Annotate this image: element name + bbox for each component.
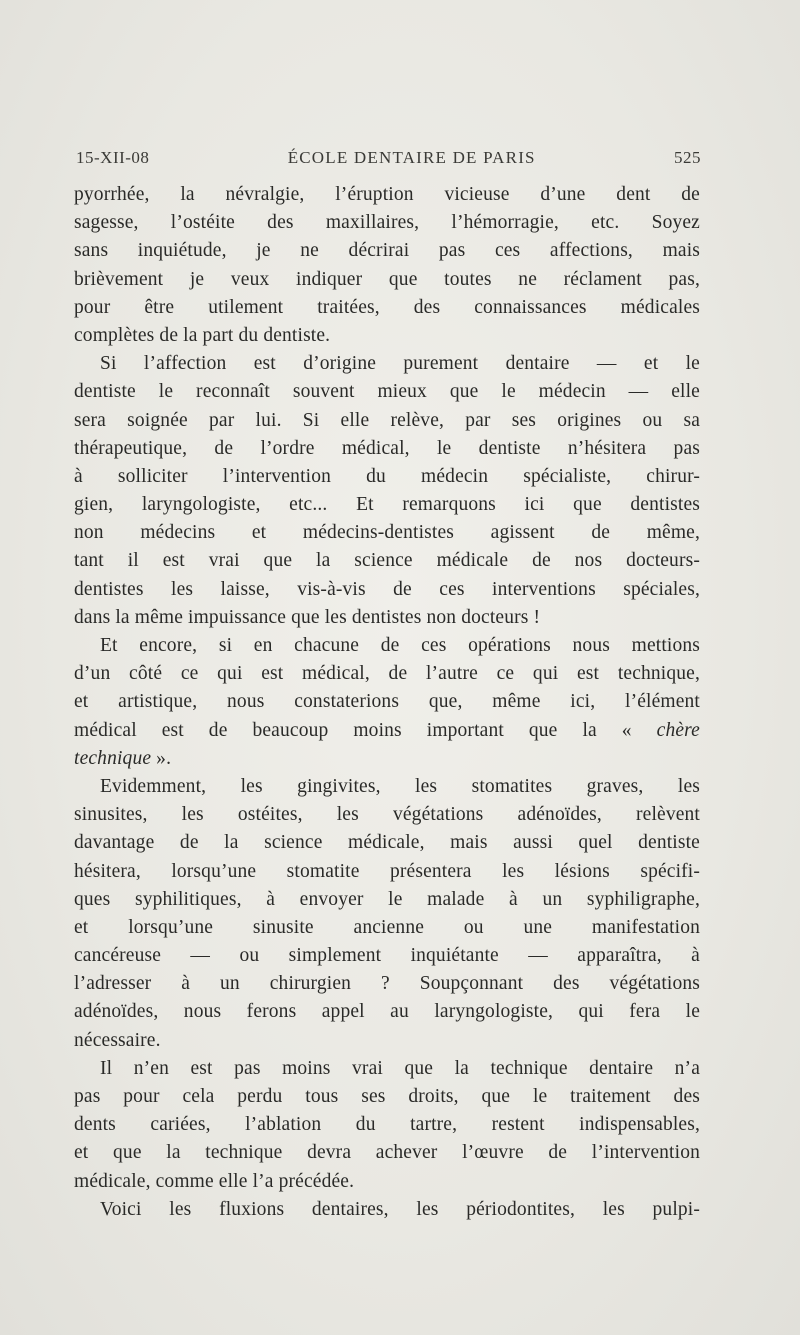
text-line: adénoïdes, nous ferons appel au laryngologiste, qui fera le (74, 1001, 700, 1023)
text-line: gien, laryngologiste, etc... Et remarquons ici que dentistes (74, 494, 700, 516)
text-line: l’adresser à un chirurgien ? Soupçonnant des végétations (74, 973, 700, 995)
text-line: cancéreuse — ou simplement inquiétante — apparaîtra, à (74, 945, 700, 967)
text-line: brièvement je veux indiquer que toutes ne réclament pas, (74, 268, 700, 290)
text-line: thérapeutique, de l’ordre médical, le dentiste n’hésitera pas (74, 437, 700, 459)
text-line: pas pour cela perdu tous ses droits, que le traitement des (74, 1086, 700, 1107)
body-text (74, 181, 700, 1224)
text-line: complètes de la part du dentiste. (74, 324, 331, 346)
text-line: Voici les fluxions dentaires, les périodontites, les pulpi- (100, 1198, 700, 1220)
text-line: hésitera, lorsqu’une stomatite présentera les lésions spécifi- (74, 860, 700, 882)
text-line: pyorrhée, la névralgie, l’éruption vicieuse d’une dent de (74, 184, 700, 205)
text-line: non médecins et médecins-dentistes agissent de même, (74, 522, 700, 544)
text-line: Il n’en est pas moins vrai que la technique dentaire n’a (100, 1057, 700, 1079)
text-line: Et encore, si en chacune de ces opérations nous mettions (100, 635, 700, 656)
text-line: et lorsqu’une sinusite ancienne ou une manifestation (74, 916, 700, 938)
italic-text: chère (656, 719, 700, 741)
text-line: Si l’affection est d’origine purement dentaire — et le (100, 353, 700, 375)
text-line: nécessaire. (74, 1029, 161, 1051)
text-run: ». (151, 747, 172, 769)
text-line: sinusites, les ostéites, les végétations adénoïdes, relèvent (74, 804, 700, 826)
text-line: sagesse, l’ostéite des maxillaires, l’hémorragie, etc. Soyez (74, 212, 700, 234)
text-line (74, 717, 700, 745)
text-line: ques syphilitiques, à envoyer le malade à un syphiligraphe, (74, 888, 700, 910)
text-line (74, 745, 700, 773)
text-line: tant il est vrai que la science médicale de nos docteurs- (74, 550, 700, 572)
text-line: et que la technique devra achever l’œuvre de l’intervention (74, 1142, 700, 1164)
page-number: 525 (673, 148, 701, 167)
text-line: dans la même impuissance que les dentistes non docteurs ! (74, 606, 541, 628)
text-line: davantage de la science médicale, mais aussi quel dentiste (74, 832, 700, 854)
italic-text: technique (74, 747, 152, 769)
text-line: Evidemment, les gingivites, les stomatites graves, les (100, 775, 700, 797)
text-line: dentistes les laisse, vis-à-vis de ces interventions spéciales, (74, 578, 700, 600)
text-line: sans inquiétude, je ne décrirai pas ces affections, mais (74, 240, 700, 262)
text-line: médicale, comme elle l’a précédée. (74, 1170, 355, 1192)
header-title: ÉCOLE DENTAIRE DE PARIS (287, 148, 536, 167)
text-line: pour être utilement traitées, des connaissances médicales (74, 296, 700, 318)
running-head (76, 148, 701, 168)
text-run: médical est de beaucoup moins important que la « (74, 719, 657, 741)
text-line: d’un côté ce qui est médical, de l’autre ce qui est technique, (74, 663, 700, 685)
text-line: et artistique, nous constaterions que, même ici, l’élément (74, 691, 700, 713)
text-line: dentiste le reconnaît souvent mieux que le médecin — elle (74, 381, 700, 403)
text-line: dents cariées, l’ablation du tartre, restent indispensables, (74, 1114, 700, 1136)
text-line: sera soignée par lui. Si elle relève, par ses origines ou sa (74, 409, 700, 431)
header-date: 15-XII-08 (76, 148, 150, 167)
text-line: à solliciter l’intervention du médecin spécialiste, chirur- (74, 465, 700, 487)
